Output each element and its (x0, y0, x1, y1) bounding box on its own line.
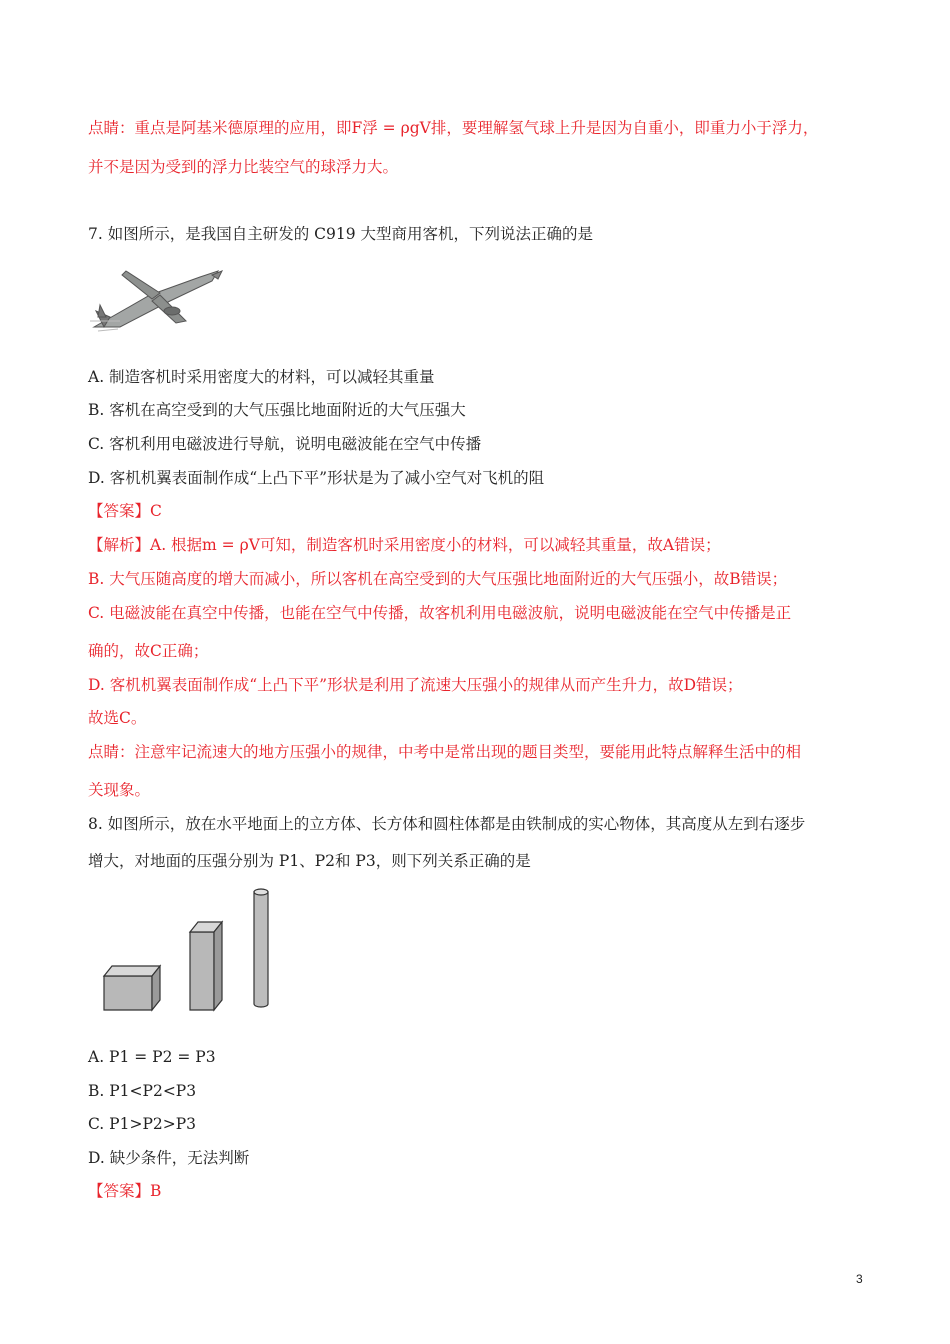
tip-line-2: 并不是因为受到的浮力比装空气的球浮力大。 (88, 158, 399, 176)
explanation-7-b: B. 大气压随高度的增大而减小，所以客机在高空受到的大气压强比地面附近的大气压强小，故B错误； (88, 570, 788, 588)
answer-8: 【答案】B (88, 1182, 162, 1200)
explanation-7-d: D. 客机机翼表面制作成“上凸下平”形状是利用了流速大压强小的规律从而产生升力，故D错误； (88, 676, 743, 694)
option-8d: D. 缺少条件，无法判断 (88, 1149, 250, 1167)
question-8-line-2: 增大，对地面的压强分别为 P1、P2和 P3，则下列关系正确的是 (88, 852, 531, 870)
answer-7: 【答案】C (88, 502, 162, 520)
option-7b: B. 客机在高空受到的大气压强比地面附近的大气压强大 (88, 401, 466, 419)
option-7c: C. 客机利用电磁波进行导航，说明电磁波能在空气中传播 (88, 435, 482, 453)
explanation-7-c: C. 电磁波能在真空中传播，也能在空气中传播，故客机利用电磁波航，说明电磁波能在空气中传播是正 (88, 604, 792, 622)
tip-7-line-1: 点睛：注意牢记流速大的地方压强小的规律，中考中是常出现的题目类型，要能用此特点解释生活中的相 (88, 743, 802, 761)
option-7a: A. 制造客机时采用密度大的材料，可以减轻其重量 (88, 368, 435, 386)
question-8-line-1: 8. 如图所示，放在水平地面上的立方体、长方体和圆柱体都是由铁制成的实心物体，其高度从左到右逐步 (88, 815, 806, 833)
option-7d: D. 客机机翼表面制作成“上凸下平”形状是为了减小空气对飞机的阻 (88, 469, 545, 487)
option-8c: C. P1>P2>P3 (88, 1115, 197, 1133)
tip-7-line-2: 关现象。 (88, 781, 151, 799)
option-8a: A. P1 = P2 = P3 (88, 1048, 216, 1066)
airplane-image (90, 265, 226, 337)
explanation-7-c-cont: 确的，故C正确； (88, 642, 209, 660)
question-7: 7. 如图所示，是我国自主研发的 C919 大型商用客机，下列说法正确的是 (88, 225, 594, 243)
solids-figure (100, 880, 280, 1016)
explanation-7-conclusion: 故选C。 (88, 709, 147, 727)
option-8b: B. P1<P2<P3 (88, 1082, 197, 1100)
explanation-7-a: 【解析】A. 根据m = ρV可知，制造客机时采用密度小的材料，可以减轻其重量，故A错误； (88, 536, 721, 554)
tip-line-1: 点睛：重点是阿基米德原理的应用，即F浮 = ρgV排，要理解氢气球上升是因为自重小，即重力小于浮力， (88, 119, 819, 137)
page-number: 3 (856, 1272, 863, 1286)
